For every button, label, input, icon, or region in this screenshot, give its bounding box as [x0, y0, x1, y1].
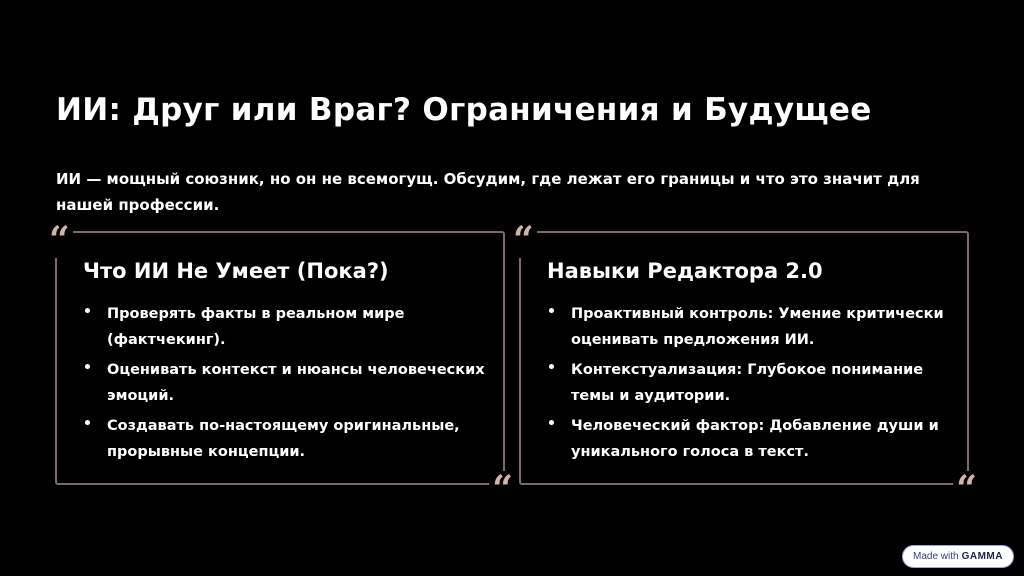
slide-subtitle: ИИ — мощный союзник, но он не всемогущ. Обсудим, где лежат его границы и что это значит для нашей профессии.	[56, 170, 920, 214]
close-quote-icon: “	[489, 471, 516, 507]
limitations-card	[49, 219, 513, 510]
card-title: Навыки Редактора 2.0	[547, 259, 823, 283]
list-item	[83, 357, 485, 409]
made-with-gamma-badge[interactable]	[902, 545, 1014, 568]
list-item-text: Проверять факты в реальном мире (фактчекинг).	[107, 306, 405, 348]
bullet-icon: •	[83, 304, 92, 320]
badge-prefix: Made with	[913, 551, 959, 562]
list-item-text: Проактивный контроль: Умение критически оценивать предложения ИИ.	[571, 306, 944, 348]
open-quote-icon: “	[46, 222, 73, 258]
list-item	[83, 413, 485, 465]
list-item	[83, 301, 485, 353]
bullet-list	[547, 301, 949, 469]
bullet-icon: •	[83, 360, 92, 376]
list-item	[547, 413, 949, 465]
list-item-text: Контекстуализация: Глубокое понимание темы и аудитории.	[571, 362, 924, 404]
card-title: Что ИИ Не Умеет (Пока?)	[83, 259, 389, 283]
list-item-text: Оценивать контекст и нюансы человеческих эмоций.	[107, 362, 485, 404]
list-item-text: Человеческий фактор: Добавление души и уникального голоса в текст.	[571, 418, 939, 460]
open-quote-icon: “	[510, 222, 537, 258]
bullet-list	[83, 301, 485, 469]
bullet-icon: •	[547, 360, 556, 376]
list-item	[547, 301, 949, 353]
editor-skills-card	[513, 219, 977, 510]
bullet-icon: •	[83, 416, 92, 432]
close-quote-icon: “	[953, 471, 980, 507]
list-item	[547, 357, 949, 409]
bullet-icon: •	[547, 416, 556, 432]
slide-title: ИИ: Друг или Враг? Ограничения и Будущее	[56, 92, 872, 128]
list-item-text: Создавать по-настоящему оригинальные, прорывные концепции.	[107, 418, 460, 460]
gamma-logo: GAMMA	[961, 551, 1003, 562]
bullet-icon: •	[547, 304, 556, 320]
